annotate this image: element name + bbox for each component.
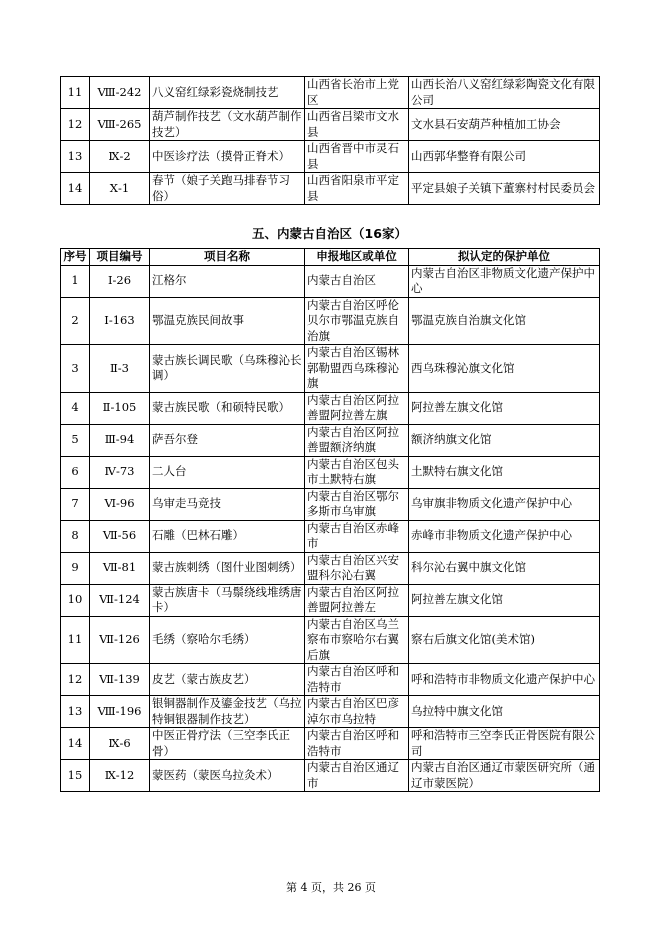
- cell-unit: 阿拉善左旗文化馆: [409, 584, 600, 616]
- cell-no: 14: [61, 173, 90, 205]
- cell-region: 内蒙古自治区阿拉善盟阿拉善左: [305, 584, 409, 616]
- cell-code: Ⅷ-242: [90, 77, 150, 109]
- cell-code: Ⅸ-6: [90, 728, 150, 760]
- cell-no: 9: [61, 552, 90, 584]
- cell-code: Ⅲ-94: [90, 424, 150, 456]
- cell-code: Ⅸ-12: [90, 760, 150, 792]
- cell-code: Ⅸ-2: [90, 141, 150, 173]
- cell-region: 内蒙古自治区呼伦贝尔市鄂温克族自治旗: [305, 297, 409, 345]
- cell-unit: 平定县娘子关镇下董寨村村民委员会: [409, 173, 600, 205]
- cell-region: 山西省晋中市灵石县: [305, 141, 409, 173]
- table-row: [61, 297, 600, 345]
- cell-name: 八义窑红绿彩瓷烧制技艺: [150, 77, 305, 109]
- cell-unit: 文水县石安葫芦种植加工协会: [409, 109, 600, 141]
- cell-unit: 内蒙古自治区通辽市蒙医研究所（通辽市蒙医院）: [409, 760, 600, 792]
- cell-no: 3: [61, 345, 90, 393]
- cell-region: 内蒙古自治区鄂尔多斯市乌审旗: [305, 488, 409, 520]
- table-row: [61, 728, 600, 760]
- cell-name: 蒙古族长调民歌（乌珠穆沁长调）: [150, 345, 305, 393]
- cell-unit: 土默特右旗文化馆: [409, 456, 600, 488]
- table-row: [61, 392, 600, 424]
- cell-region: 内蒙古自治区锡林郭勒盟西乌珠穆沁旗: [305, 345, 409, 393]
- cell-no: 15: [61, 760, 90, 792]
- header-name: 项目名称: [150, 249, 305, 266]
- table-row: [61, 488, 600, 520]
- cell-code: Ⅷ-196: [90, 696, 150, 728]
- cell-unit: 额济纳旗文化馆: [409, 424, 600, 456]
- table-row: [61, 520, 600, 552]
- cell-code: Ⅶ-56: [90, 520, 150, 552]
- cell-name: 银铜器制作及鎏金技艺（乌拉特铜银器制作技艺）: [150, 696, 305, 728]
- cell-code: Ⅳ-73: [90, 456, 150, 488]
- cell-no: 11: [61, 77, 90, 109]
- cell-code: Ⅶ-139: [90, 664, 150, 696]
- main-table: [60, 248, 600, 792]
- cell-name: 毛绣（察哈尔毛绣）: [150, 616, 305, 664]
- cell-no: 1: [61, 265, 90, 297]
- cell-no: 2: [61, 297, 90, 345]
- cell-no: 4: [61, 392, 90, 424]
- cell-name: 春节（娘子关跑马排春节习俗）: [150, 173, 305, 205]
- table-row: [61, 109, 600, 141]
- cell-code: Ⅵ-96: [90, 488, 150, 520]
- cell-no: 6: [61, 456, 90, 488]
- table-row: [61, 424, 600, 456]
- top-table: [60, 76, 600, 205]
- cell-unit: 乌拉特中旗文化馆: [409, 696, 600, 728]
- table-row: [61, 552, 600, 584]
- cell-unit: 阿拉善左旗文化馆: [409, 392, 600, 424]
- cell-no: 11: [61, 616, 90, 664]
- cell-code: Ⅶ-126: [90, 616, 150, 664]
- table-row: [61, 77, 600, 109]
- cell-region: 内蒙古自治区赤峰市: [305, 520, 409, 552]
- header-region: 申报地区或单位: [305, 249, 409, 266]
- cell-code: Ⅰ-163: [90, 297, 150, 345]
- cell-name: 江格尔: [150, 265, 305, 297]
- cell-code: Ⅰ-26: [90, 265, 150, 297]
- table-row: [61, 141, 600, 173]
- cell-unit: 鄂温克族自治旗文化馆: [409, 297, 600, 345]
- cell-region: 内蒙古自治区兴安盟科尔沁右翼: [305, 552, 409, 584]
- cell-name: 乌审走马竞技: [150, 488, 305, 520]
- cell-region: 内蒙古自治区通辽市: [305, 760, 409, 792]
- cell-unit: 科尔沁右翼中旗文化馆: [409, 552, 600, 584]
- cell-unit: 呼和浩特市非物质文化遗产保护中心: [409, 664, 600, 696]
- table-row: [61, 584, 600, 616]
- cell-name: 鄂温克族民间故事: [150, 297, 305, 345]
- cell-name: 萨吾尔登: [150, 424, 305, 456]
- cell-region: 内蒙古自治区: [305, 265, 409, 297]
- header-code: 项目编号: [90, 249, 150, 266]
- table-row: [61, 265, 600, 297]
- cell-name: 蒙古族刺绣（图什业图刺绣）: [150, 552, 305, 584]
- cell-region: 内蒙古自治区呼和浩特市: [305, 728, 409, 760]
- cell-region: 山西省吕梁市文水县: [305, 109, 409, 141]
- cell-no: 13: [61, 696, 90, 728]
- cell-region: 内蒙古自治区呼和浩特市: [305, 664, 409, 696]
- table-row: [61, 173, 600, 205]
- section-title: 五、内蒙古自治区（16家）: [252, 226, 407, 241]
- cell-name: 葫芦制作技艺（文水葫芦制作技艺）: [150, 109, 305, 141]
- cell-no: 13: [61, 141, 90, 173]
- page-footer: 第 4 页，共 26 页: [286, 881, 376, 894]
- header-no: 序号: [61, 249, 90, 266]
- cell-region: 内蒙古自治区乌兰察布市察哈尔右翼后旗: [305, 616, 409, 664]
- cell-region: 内蒙古自治区阿拉善盟额济纳旗: [305, 424, 409, 456]
- cell-no: 10: [61, 584, 90, 616]
- cell-no: 12: [61, 664, 90, 696]
- cell-code: Ⅱ-105: [90, 392, 150, 424]
- cell-code: Ⅷ-265: [90, 109, 150, 141]
- cell-name: 蒙古族唐卡（马鬃绕线堆绣唐卡）: [150, 584, 305, 616]
- cell-unit: 乌审旗非物质文化遗产保护中心: [409, 488, 600, 520]
- header-unit: 拟认定的保护单位: [409, 249, 600, 266]
- cell-name: 石雕（巴林石雕）: [150, 520, 305, 552]
- cell-code: Ⅶ-81: [90, 552, 150, 584]
- cell-unit: 赤峰市非物质文化遗产保护中心: [409, 520, 600, 552]
- cell-no: 14: [61, 728, 90, 760]
- cell-unit: 山西长治八义窑红绿彩陶瓷文化有限公司: [409, 77, 600, 109]
- cell-name: 蒙古族民歌（和硕特民歌）: [150, 392, 305, 424]
- cell-region: 山西省阳泉市平定县: [305, 173, 409, 205]
- table-row: [61, 760, 600, 792]
- table-row: [61, 616, 600, 664]
- cell-name: 中医正骨疗法（三空李氏正骨）: [150, 728, 305, 760]
- table-row: [61, 664, 600, 696]
- cell-region: 山西省长治市上党区: [305, 77, 409, 109]
- cell-name: 二人台: [150, 456, 305, 488]
- cell-region: 内蒙古自治区阿拉善盟阿拉善左旗: [305, 392, 409, 424]
- cell-unit: 山西郭华整脊有限公司: [409, 141, 600, 173]
- cell-no: 12: [61, 109, 90, 141]
- cell-unit: 呼和浩特市三空李氏正骨医院有限公司: [409, 728, 600, 760]
- cell-code: Ⅶ-124: [90, 584, 150, 616]
- cell-unit: 西乌珠穆沁旗文化馆: [409, 345, 600, 393]
- cell-no: 7: [61, 488, 90, 520]
- table-header-row: [61, 249, 600, 266]
- table-row: [61, 696, 600, 728]
- table-row: [61, 345, 600, 393]
- cell-name: 蒙医药（蒙医乌拉灸术）: [150, 760, 305, 792]
- cell-region: 内蒙古自治区巴彦淖尔市乌拉特: [305, 696, 409, 728]
- cell-unit: 内蒙古自治区非物质文化遗产保护中心: [409, 265, 600, 297]
- cell-region: 内蒙古自治区包头市土默特右旗: [305, 456, 409, 488]
- cell-unit: 察右后旗文化馆(美术馆): [409, 616, 600, 664]
- cell-code: Ⅱ-3: [90, 345, 150, 393]
- cell-no: 5: [61, 424, 90, 456]
- cell-name: 皮艺（蒙古族皮艺）: [150, 664, 305, 696]
- cell-name: 中医诊疗法（摸骨正脊术）: [150, 141, 305, 173]
- table-row: [61, 456, 600, 488]
- cell-code: Ⅹ-1: [90, 173, 150, 205]
- cell-no: 8: [61, 520, 90, 552]
